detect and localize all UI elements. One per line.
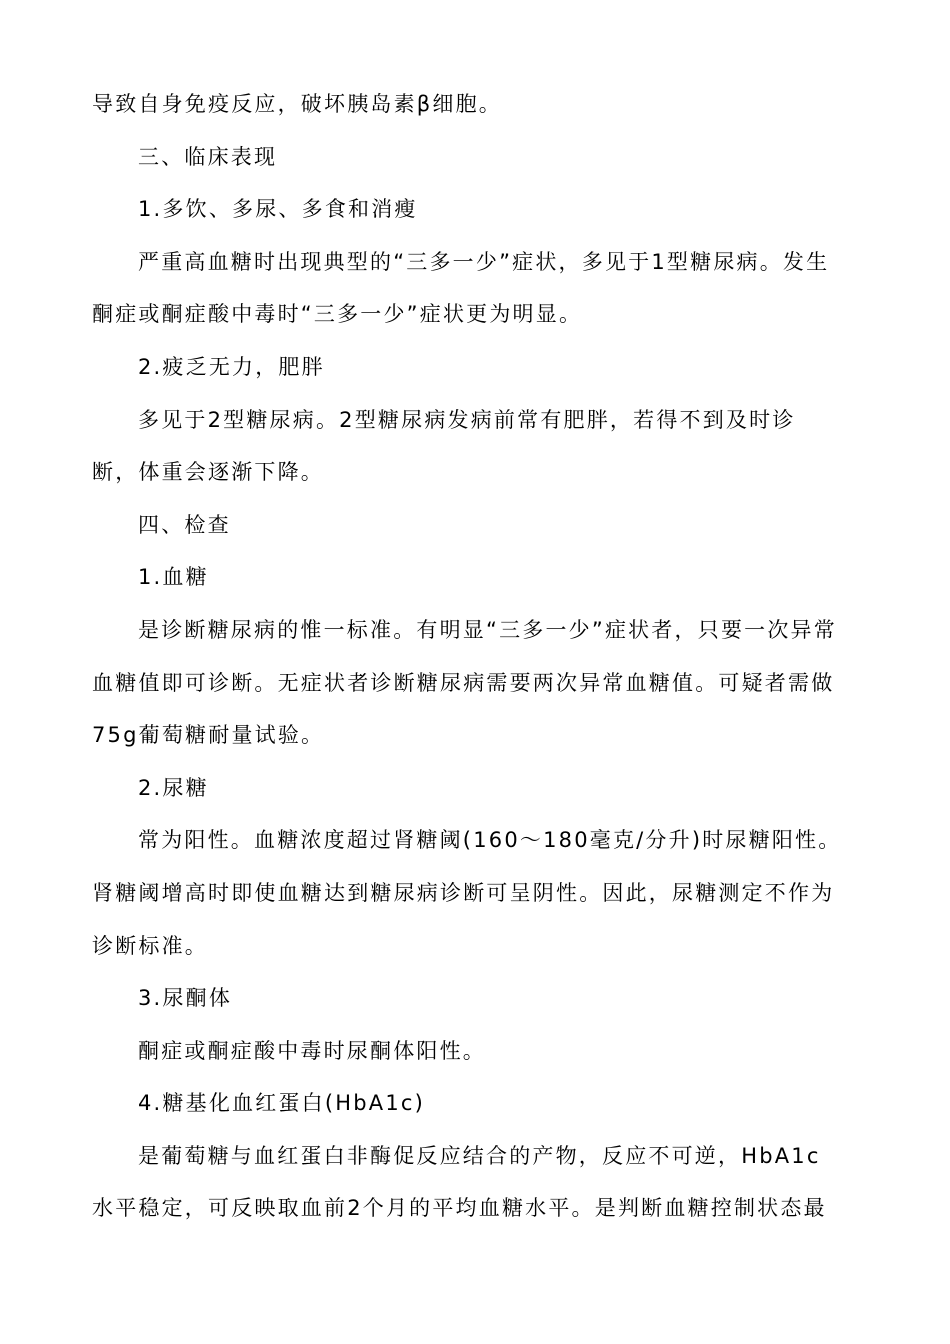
- subsection-heading: 2.疲乏无力，肥胖: [138, 354, 325, 379]
- subsection-heading: 2.尿糖: [138, 775, 209, 800]
- text-line: 肾糖阈增高时即使血糖达到糖尿病诊断可呈阴性。因此，尿糖测定不作为: [92, 880, 835, 905]
- text-line: 75g葡萄糖耐量试验。: [92, 723, 325, 748]
- text-line: 多见于2型糖尿病。2型糖尿病发病前常有肥胖，若得不到及时诊: [138, 407, 796, 432]
- section-heading: 四、检查: [138, 512, 231, 537]
- text-line: 酮症或酮症酸中毒时“三多一少”症状更为明显。: [92, 302, 583, 327]
- text-line: 导致自身免疫反应，破坏胰岛素β细胞。: [92, 92, 503, 116]
- text-line: 水平稳定，可反映取血前2个月的平均血糖水平。是判断血糖控制状态最: [92, 1196, 827, 1221]
- section-heading: 三、临床表现: [138, 144, 278, 169]
- subsection-heading: 3.尿酮体: [138, 986, 233, 1011]
- text-line: 是葡萄糖与血红蛋白非酶促反应结合的产物，反应不可逆，HbA1c: [138, 1143, 821, 1168]
- text-line: 诊断标准。: [92, 933, 208, 958]
- subsection-heading: 1.多饮、多尿、多食和消瘦: [138, 197, 418, 222]
- text-line: 是诊断糖尿病的惟一标准。有明显“三多一少”症状者，只要一次异常: [138, 617, 837, 642]
- text-line: 血糖值即可诊断。无症状者诊断糖尿病需要两次异常血糖值。可疑者需做: [92, 670, 835, 695]
- text-line: 常为阳性。血糖浓度超过肾糖阈(160～180毫克/分升)时尿糖阳性。: [138, 828, 842, 853]
- document-body: [92, 78, 858, 1235]
- text-line: 严重高血糖时出现典型的“三多一少”症状，多见于1型糖尿病。发生: [138, 249, 830, 274]
- subsection-heading: 4.糖基化血红蛋白(HbA1c): [138, 1091, 426, 1116]
- subsection-heading: 1.血糖: [138, 565, 209, 590]
- text-line: 断，体重会逐渐下降。: [92, 460, 324, 485]
- text-line: 酮症或酮症酸中毒时尿酮体阳性。: [138, 1038, 486, 1063]
